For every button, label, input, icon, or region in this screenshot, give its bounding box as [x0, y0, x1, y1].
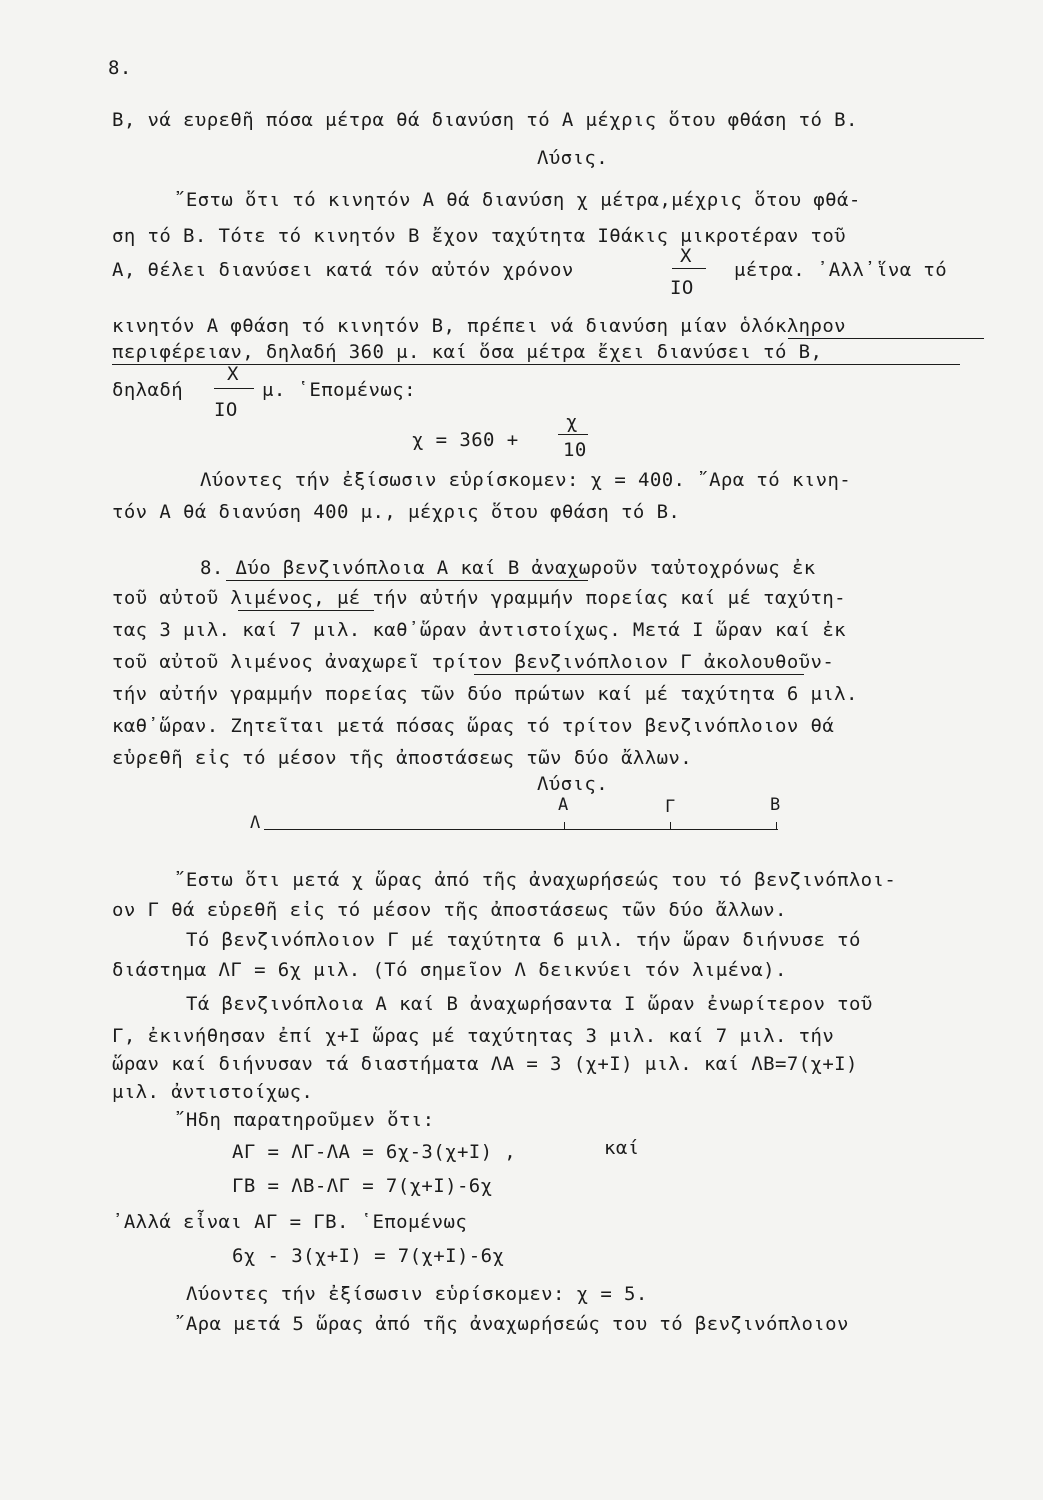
underline	[788, 338, 984, 339]
text-line: ῎Αρα μετά 5 ὥρας ἀπό τῆς ἀναχωρήσεώς του τό βενζινόπλοιον	[174, 1313, 849, 1335]
underline	[238, 610, 374, 611]
equation: ΑΓ = ΛΓ-ΛΑ = 6χ-3(χ+Ι) ,	[232, 1141, 517, 1163]
text-line: ᾿Αλλά εἶναι ΑΓ = ΓΒ. ῾Επομένως	[112, 1211, 468, 1233]
fraction-denominator: ΙΟ	[214, 399, 238, 421]
text-line: εὑρεθῆ εἰς τό μέσον τῆς ἀποστάσεως τῶν δύο ἄλλων.	[112, 747, 693, 769]
page-number: 8.	[108, 57, 132, 79]
text-line: δηλαδή	[112, 379, 184, 401]
fraction-bar	[214, 388, 254, 389]
underline	[226, 580, 588, 581]
text-line: μιλ. ἀντιστοίχως.	[112, 1081, 314, 1103]
text-line: κινητόν Α φθάση τό κινητόν Β, πρέπει νά διανύση μίαν ὁλόκληρον	[112, 315, 847, 337]
fraction-bar	[672, 268, 706, 269]
section-heading: Λύσις.	[537, 147, 609, 169]
text-line: ὥραν καί διήνυσαν τά διαστήματα ΛΑ = 3 (χ+Ι) μιλ. καί ΛΒ=7(χ+Ι)	[112, 1053, 858, 1075]
text-line: καθ᾿ὥραν. Ζητεῖται μετά πόσας ὥρας τό τρίτον βενζινόπλοιον θά	[112, 715, 835, 737]
text-line: τήν αὐτήν γραμμήν πορείας τῶν δύο πρώτων καί μέ ταχύτητα 6 μιλ.	[112, 683, 858, 705]
problem-statement: 8. Δύο βενζινόπλοια Α καί Β ἀναχωροῦν ταὐτοχρόνως ἐκ	[200, 557, 816, 579]
text-line: τοῦ αὐτοῦ λιμένος ἀναχωρεῖ τρίτον βενζινόπλοιον Γ ἀκολουθοῦν-	[112, 651, 835, 673]
text-line: Τά βενζινόπλοια Α καί Β ἀναχωρήσαντα Ι ὥραν ἐνωρίτερον τοῦ	[186, 993, 873, 1015]
tick-B	[776, 822, 777, 830]
text-line: ον Γ θά εὑρεθῆ εἰς τό μέσον τῆς ἀποστάσεως τῶν δύο ἄλλων.	[112, 899, 787, 921]
text-line: Τό βενζινόπλοιον Γ μέ ταχύτητα 6 μιλ. τήν ὥραν διήνυσε τό	[186, 929, 861, 951]
text-line: ῎Εστω ὅτι μετά χ ὥρας ἀπό τῆς ἀναχωρήσεώς του τό βενζινόπλοι-	[174, 869, 897, 891]
text-line: μ. ῾Επομένως:	[262, 379, 416, 401]
text-line: Λύοντες τήν ἐξίσωσιν εὑρίσκομεν: χ = 400. ῎Αρα τό κινη-	[200, 469, 852, 491]
text-line: τας 3 μιλ. καί 7 μιλ. καθ᾿ὥραν ἀντιστοίχως. Μετά Ι ὥραν καί ἐκ	[112, 619, 847, 641]
fraction-denominator: 10	[563, 439, 587, 461]
text-line: διάστημα ΛΓ = 6χ μιλ. (Τό σημεῖον Λ δεικνύει τόν λιμένα).	[112, 959, 787, 981]
text-line: Λύοντες τήν ἐξίσωσιν εὑρίσκομεν: χ = 5.	[186, 1283, 648, 1305]
point-label-B: Β	[770, 795, 781, 815]
section-heading: Λύσις.	[537, 773, 609, 795]
point-label-A: Α	[558, 795, 569, 815]
text-line: ῎Ηδη παρατηροῦμεν ὅτι:	[174, 1109, 435, 1131]
fraction-numerator: χ	[566, 411, 578, 433]
tick-A	[564, 822, 565, 830]
fraction-bar	[558, 434, 588, 435]
point-label-L: Λ	[250, 813, 261, 833]
fraction-numerator: Χ	[227, 363, 239, 385]
equation: ΓΒ = ΛΒ-ΛΓ = 7(χ+Ι)-6χ	[232, 1175, 493, 1197]
equation: 6χ - 3(χ+Ι) = 7(χ+Ι)-6χ	[232, 1245, 505, 1267]
text-line: τοῦ αὐτοῦ λιμένος, μέ τήν αὐτήν γραμμήν πορείας καί μέ ταχύτη-	[112, 587, 847, 609]
fraction-denominator: ΙΟ	[670, 277, 694, 299]
equation: χ = 360 +	[412, 429, 519, 451]
number-line	[264, 829, 778, 830]
number-line-diagram	[250, 795, 790, 835]
point-label-G: Γ	[665, 797, 676, 817]
text-line: περιφέρειαν, δηλαδή 360 μ. καί ὅσα μέτρα ἔχει διανύσει τό Β,	[112, 341, 823, 363]
text-line: Β, νά ευρεθῆ πόσα μέτρα θά διανύση τό Α μέχρις ὅτου φθάση τό Β.	[112, 109, 858, 131]
fraction-numerator: Χ	[680, 245, 692, 267]
text-line: ῎Εστω ὅτι τό κινητόν Α θά διανύση χ μέτρα,μέχρις ὅτου φθά-	[174, 189, 861, 211]
text-line: τόν Α θά διανύση 400 μ., μέχρις ὅτου φθάση τό Β.	[112, 501, 681, 523]
text-line: μέτρα. ᾿Αλλ᾿ἵνα τό	[734, 259, 948, 281]
text-line: Γ, ἐκινήθησαν ἐπί χ+Ι ὥρας μέ ταχύτητας 3 μιλ. καί 7 μιλ. τήν	[112, 1025, 835, 1047]
text-line: Α, θέλει διανύσει κατά τόν αὐτόν χρόνον	[112, 259, 574, 281]
text-line: ση τό Β. Τότε τό κινητόν Β ἔχον ταχύτητα Ιθάκις μικροτέραν τοῦ	[112, 225, 847, 247]
text-line: καί	[604, 1137, 640, 1159]
underline	[112, 364, 960, 365]
underline	[474, 674, 804, 675]
tick-G	[670, 822, 671, 830]
